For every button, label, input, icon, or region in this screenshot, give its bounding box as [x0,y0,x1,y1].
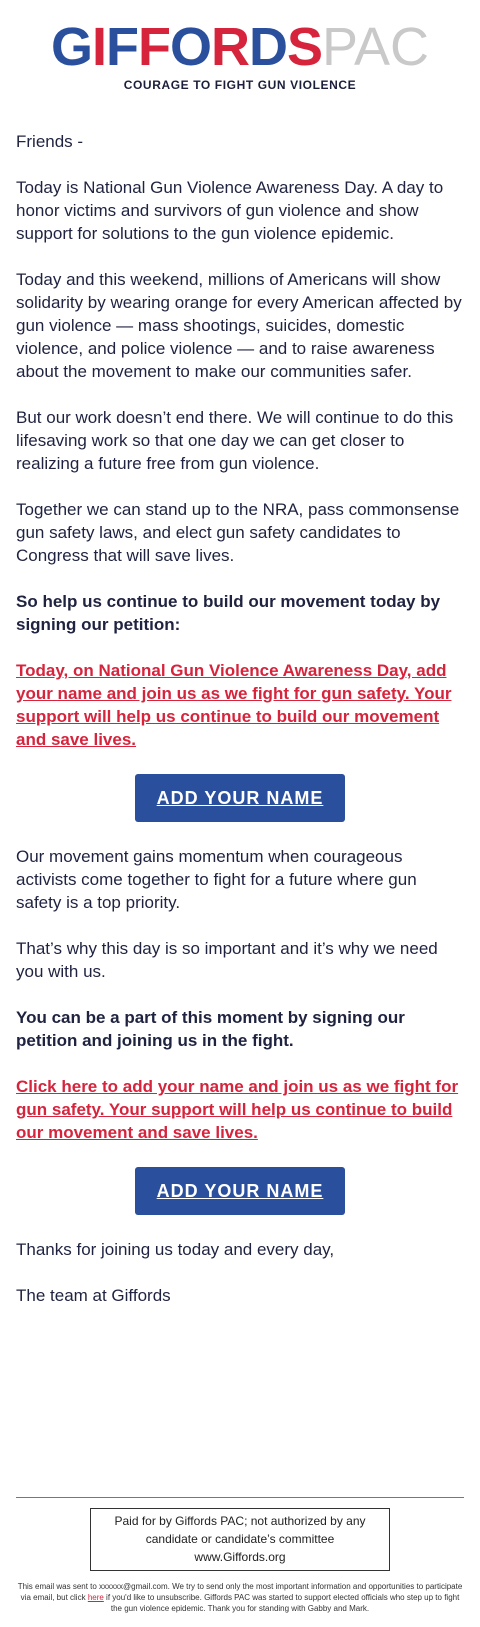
fine-print-text: if you'd like to unsubscribe. Giffords PAC was started to support elected officials who step up to fight the gun violence epidemic. Thank you for standing with Gabby and Mark. [103,1593,460,1613]
signoff: The team at Giffords [16,1286,171,1305]
paragraph: That’s why this day is so important and it’s why we need you with us. [16,939,438,981]
logo-letter: G [50,17,92,77]
logo-letter: S [286,17,323,77]
logo-letter: R [210,17,249,77]
fine-print-text: This email was sent to xxxxxx@gmail.com. We try to send only the most important information and opportunities to participate via email, but click [17,1582,463,1602]
greeting: Friends - [16,132,84,151]
button-row [16,774,464,822]
paragraph: Today and this weekend, millions of Americans will show solidarity by wearing orange for every American affected by gun violence — mass shootings, suicides, domestic violence, and police violence — and to raise awareness about the movement to make our communities safer. [16,270,462,381]
unsubscribe-link[interactable]: here [87,1593,104,1602]
petition-link-1[interactable]: Today, on National Gun Violence Awareness Day, add your name and join us as we fight for gun safety. Your support will help us continue to build our movement and save lives. [16,661,452,749]
paid-line: Paid for by Giffords PAC; not authorized by any [114,1514,366,1528]
email-header [0,17,480,92]
email-body [16,130,464,1330]
giffords-pac-logo[interactable] [0,17,480,77]
email-footer [16,1497,464,1614]
bold-paragraph: So help us continue to build our movement today by signing our petition: [16,592,441,634]
add-your-name-button-2[interactable]: ADD YOUR NAME [135,1167,345,1215]
paragraph: Today is National Gun Violence Awareness Day. A day to honor victims and survivors of gun violence and show support for solutions to the gun violence epidemic. [16,178,444,243]
logo-letter: F [137,17,170,77]
button-row [16,1167,464,1215]
petition-link-2[interactable]: Click here to add your name and join us as we fight for gun safety. Your support will help us continue to build our movement and save lives. [16,1077,459,1142]
paragraph: Together we can stand up to the NRA, pass commonsense gun safety laws, and elect gun safety candidates to Congress that will save lives. [16,500,460,565]
paragraph: Our movement gains momentum when courageous activists come together to fight for a future where gun safety is a top priority. [16,847,417,912]
footer-divider [16,1497,464,1498]
logo-letter: I [91,17,106,77]
bold-paragraph: You can be a part of this moment by signing our petition and joining us in the fight. [16,1008,405,1050]
paid-for-disclaimer [90,1508,390,1571]
paid-line: candidate or candidate’s committee [145,1532,335,1546]
logo-pac-text: PAC [322,17,430,77]
add-your-name-button-1[interactable]: ADD YOUR NAME [135,774,345,822]
paragraph: But our work doesn’t end there. We will continue to do this lifesaving work so that one day we can get closer to realizing a future free from gun violence. [16,408,454,473]
logo-letter: D [248,17,287,77]
website-text: www.Giffords.org [194,1550,286,1564]
closing-line: Thanks for joining us today and every day, [16,1240,335,1259]
logo-tagline: COURAGE TO FIGHT GUN VIOLENCE [123,78,357,92]
fine-print [16,1581,464,1614]
logo-letter: O [169,17,211,77]
logo-letter: F [105,17,138,77]
